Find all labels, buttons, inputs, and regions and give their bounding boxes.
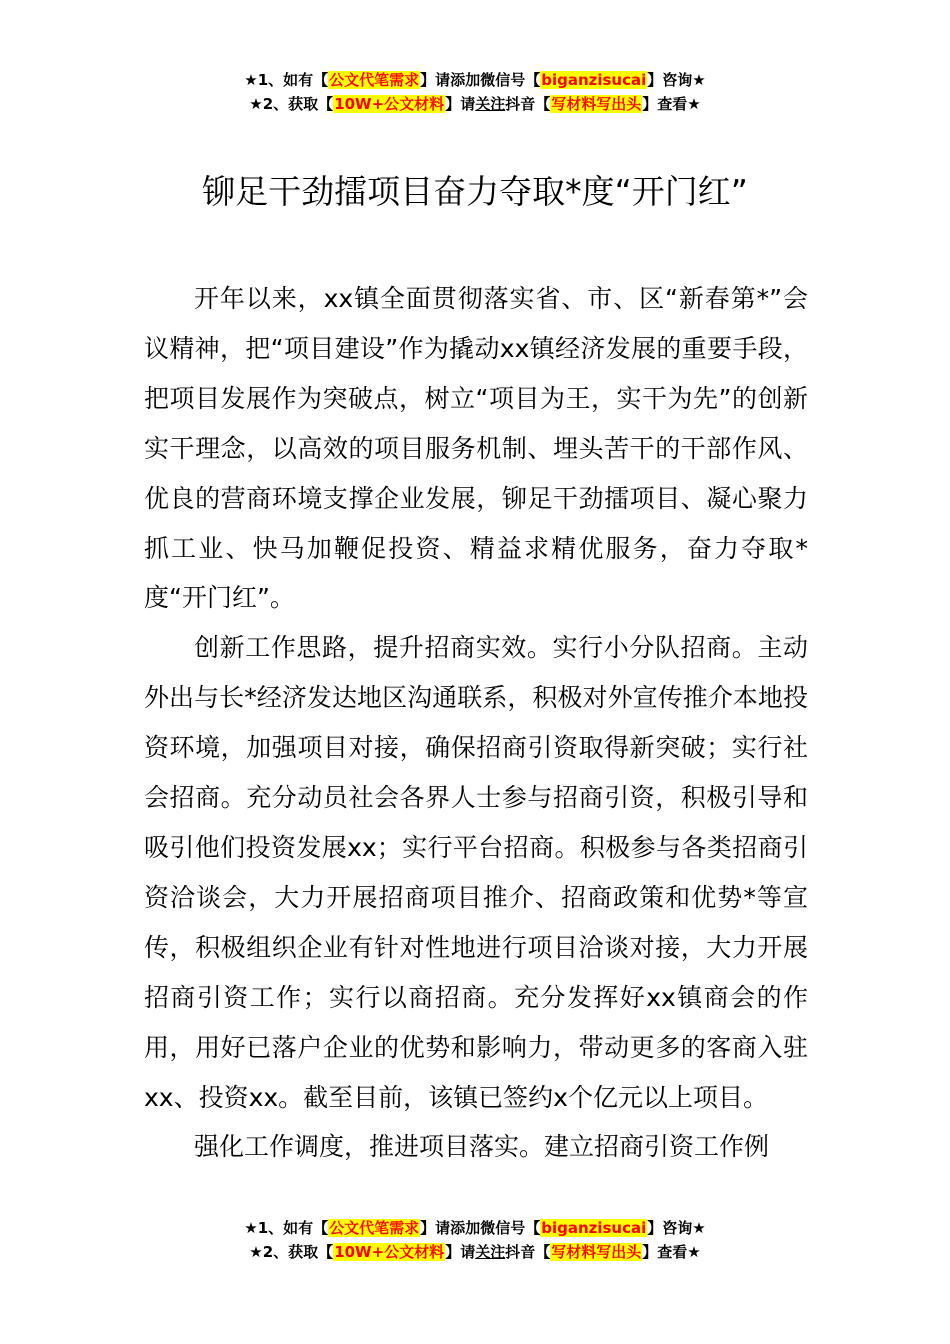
promo-highlight: 写材料写出头 (551, 95, 642, 113)
promo-text: 】查看★ (642, 95, 701, 113)
promo-text: 】查看★ (642, 1243, 701, 1261)
promo-line-1 (0, 68, 950, 92)
promo-text: 微信号【 (480, 71, 541, 89)
promo-text: ★1、如有【 (244, 71, 329, 89)
paragraph: 强化工作调度，推进项目落实。建立招商引资工作例 (194, 1132, 770, 1162)
promo-highlight: 10W+公文材料 (334, 95, 445, 113)
promo-text: ★2、获取【 (249, 95, 334, 113)
promo-text: 加 (465, 1219, 481, 1237)
document-title: 铆足干劲擂项目奋力夺取*度“开门红” (202, 172, 748, 211)
promo-text: 】请 (445, 95, 476, 113)
promo-highlight: biganzisucai (541, 71, 647, 89)
promo-text: 关注 (475, 1243, 506, 1261)
promo-text: ★1、如有【 (244, 1219, 329, 1237)
paragraph: 创新工作思路，提升招商实效。实行小分队招商。主动外出与长*经济发达地区沟通联系，积极对外宣传推介本地投资环境，加强项目对接，确保招商引资取得新突破；实行社会招商。充分动员社会各界人士参与招商引资，积极引导和吸引他们投资发展xx；实行平台招商。积极参与各类招商引资洽谈会，大力开展招商项目推介、招商政策和优势*等宣传，积极组织企业有针对性地进行项目洽谈对接，大力开展招商引资工作；实行以商招商。充分发挥好xx镇商会的作用，用好已落户企业的优势和影响力，带动更多的客商入驻xx、投资xx。截至目前，该镇已签约x个亿元以上项目。 (144, 633, 808, 1112)
paragraph: 开年以来，xx镇全面贯彻落实省、市、区“新春第*”会议精神，把“项目建设”作为撬动xx镇经济发展的重要手段，把项目发展作为突破点，树立“项目为王，实干为先”的创新实干理念，以高效的项目服务机制、埋头苦干的干部作风、优良的营商环境支撑企业发展，铆足干劲擂项目、凝心聚力抓工业、快马加鞭促投资、精益求精优服务，奋力夺取*度“开门红”。 (144, 284, 808, 613)
promo-text: 】请添 (420, 1219, 466, 1237)
document-body (144, 274, 808, 1214)
promo-highlight: 10W+公文材料 (334, 1243, 445, 1261)
promo-line-2 (0, 1240, 950, 1264)
promo-text: 】请添 (420, 71, 466, 89)
promo-text: ★2、获取【 (249, 1243, 334, 1261)
promo-text: 加 (465, 71, 481, 89)
promo-text: 】咨询★ (647, 1219, 706, 1237)
promo-text: 】请 (445, 1243, 476, 1261)
promo-text: 】咨询★ (647, 71, 706, 89)
promo-highlight: biganzisucai (541, 1219, 647, 1237)
promo-highlight: 写材料写出头 (551, 1243, 642, 1261)
promo-text: 抖音【 (505, 1243, 551, 1261)
promo-highlight: 公文代笔需求 (329, 71, 420, 89)
promo-text: 关注 (475, 95, 506, 113)
promo-line-2 (0, 92, 950, 116)
promo-banner-top (0, 68, 950, 116)
promo-highlight: 公文代笔需求 (329, 1219, 420, 1237)
promo-banner-bottom (0, 1216, 950, 1264)
promo-line-1 (0, 1216, 950, 1240)
promo-text: 微信号【 (480, 1219, 541, 1237)
promo-text: 抖音【 (505, 95, 551, 113)
